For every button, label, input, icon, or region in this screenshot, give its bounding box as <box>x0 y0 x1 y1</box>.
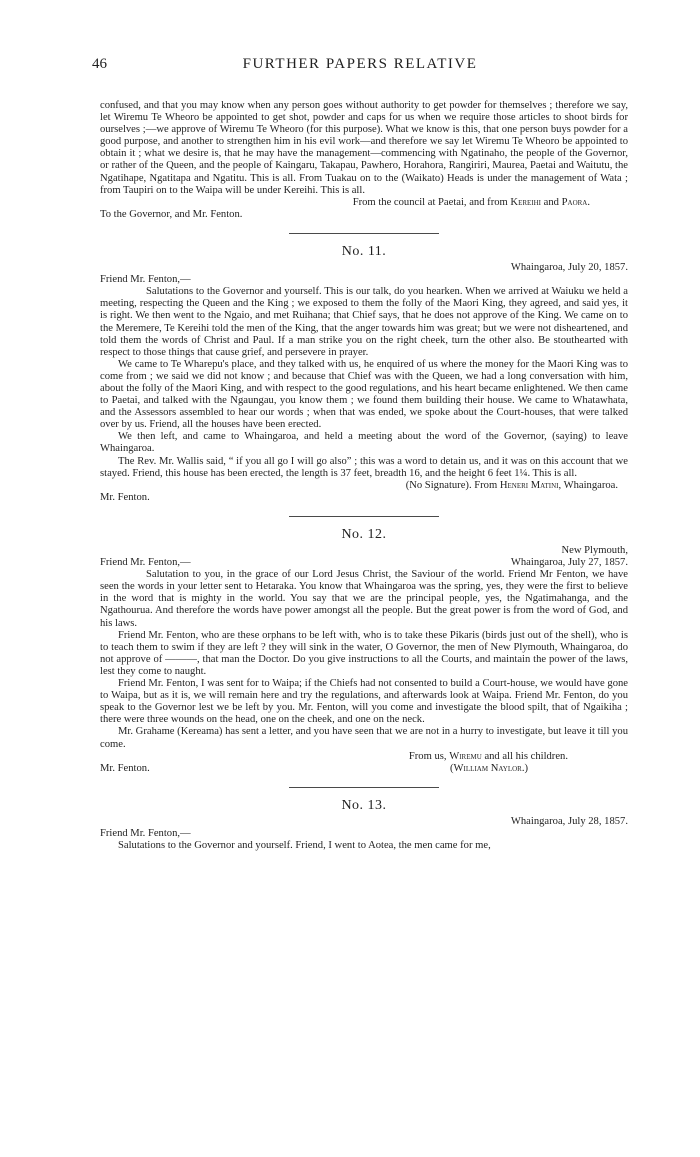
opening-paragraph: confused, and that you may know when any person goes without authority to get powder for themselves ; therefore we say, let Wiremu Te Wheoro be appointed to get shot, powder and caps for us when we require those articles to shoot birds for ourselves ;—we approve of Wiremu Te Wheoro (for this purpose). What we know is this, that one person buys powder for a good purpose, and another to strengthen him in his evil work—and therefore we say let Wiremu Te Wheoro be appointed to obtain it ; what we desire is, that he may have the management—commencing with Ngatinaho, the people of the Governor, or rather of the Queen, and the people of Kaingaru, Takapau, Pawhero, Horahora, Rangiriri, Maurea, Paetai and Waitutu, the Ngatihape, Ngatitapa and Ngatitu. This is all. From Tuakau on to the (Waikato) Heads is under the management of Wata ; from Taupiri on to the Waipa will be under Kereihi. This is all. <box>100 100 628 196</box>
letter-11-salutation: Friend Mr. Fenton,— <box>100 274 191 286</box>
letter-12-translator: (William Naylor.) <box>450 762 528 774</box>
signature-text: (No Signature). From <box>405 479 498 491</box>
letter-12-signature <box>100 751 628 763</box>
letter-heading-13: No. 13. <box>341 797 387 813</box>
section-divider <box>289 787 439 788</box>
letter-12-closing-row <box>100 763 628 775</box>
signature-place: Whaingaroa. <box>563 479 618 491</box>
opening-addressee: To the Governor, and Mr. Fenton. <box>100 208 243 220</box>
letter-12-salutation-row <box>100 557 628 569</box>
letter-13-paragraph-1: Salutations to the Governor and yourself. Friend, I went to Aotea, the men came for me, <box>118 840 491 852</box>
signature-name-1: Kereihi <box>510 196 542 208</box>
letter-heading-12: No. 12. <box>341 526 387 542</box>
page-header <box>92 56 628 80</box>
letter-11-paragraph-4: The Rev. Mr. Wallis said, “ if you all go I will go also” ; this was a word to detain us, and it was on this account that we stayed. Friend, this house has been erected, the length is 37 feet, breadth 16, and the height 6 feet 1¼. This is all. <box>100 455 628 479</box>
signature-name: Heneri Matini, <box>499 479 562 491</box>
letter-12-paragraph-3: Friend Mr. Fenton, I was sent for to Waipa; if the Chiefs had not consented to build a Court-house, we would have gone to Waipa, but as it is, we will remain here and try the regulations, and afterwards look at Waipa. Friend Mr. Fenton, do you speak to the Governor lest we be left by you. Mr. Fenton, will you come and investigate the blood spilt, that of Ngaikiha ; there were three wounds on the head, one on the cheek, and one on the neck. <box>100 678 628 726</box>
signature-rest: and all his children. <box>484 750 568 762</box>
signature-name: Wiremu <box>449 750 482 762</box>
letter-12-salutation: Friend Mr. Fenton,— <box>100 557 191 569</box>
page-body <box>100 100 628 852</box>
opening-signature <box>100 197 628 209</box>
letter-11-paragraph-2: We came to Te Wharepu's place, and they talked with us, he enquired of us where the money for the Maori King was to come from ; we said we did not know ; and because that Chief was with the Queen, we had a long conversation with him, about the folly of the Maori King, and with respect to the good regulations, and his heart became enlightened. We then came to Paetai, and talked with the Ngaungau, you know them ; we found them building their house. We came to Whatawhata, and the Assessors assembled to hear our words ; when that was ended, we spoke about the Court-houses, that were talked over by us. Friend, all the houses have been erected. <box>100 358 628 431</box>
signature-and: and <box>543 196 559 208</box>
letter-11-place-date: Whaingaroa, July 20, 1857. <box>510 262 628 274</box>
section-divider <box>289 233 439 234</box>
letter-12-addressee: Mr. Fenton. <box>100 762 150 774</box>
signature-from: From us, <box>408 750 447 762</box>
letter-12-paragraph-1: Salutation to you, in the grace of our Lord Jesus Christ, the Saviour of the world. Friend Mr Fenton, we have seen the words in your letter sent to Hetaraka. You know that Whaingaroa was the spring, yes, they were the first to believe in the word that is mighty in the world. You say that we are the principal people, yes, the Ngatimahanga, and the Ngathourua. And therefore the words have power amongst all the people. But the great power is from the word of God, and his laws. <box>100 569 628 629</box>
running-title: FURTHER PAPERS RELATIVE <box>242 56 478 72</box>
letter-heading-11: No. 11. <box>341 243 387 259</box>
letter-12-paragraph-4: Mr. Grahame (Kereama) has sent a letter, and you have seen that we are not in a hurry to investigate, but leave it till you come. <box>100 726 628 750</box>
signature-name-2: Paora. <box>561 196 590 208</box>
letter-11-addressee: Mr. Fenton. <box>100 491 150 503</box>
page-number: 46 <box>92 56 107 72</box>
letter-11-signature <box>100 480 628 492</box>
letter-11-paragraph-3: We then left, and came to Whaingaroa, and held a meeting about the word of the Governor, (saying) to leave Whaingaroa. <box>100 431 628 455</box>
letter-13-salutation: Friend Mr. Fenton,— <box>100 827 191 839</box>
letter-12-place: New Plymouth, <box>561 545 628 556</box>
letter-12-paragraph-2: Friend Mr. Fenton, who are these orphans to be left with, who is to take these Pikaris (birds just out of the shell), who is to teach them to swim if they are left ? they will sink in the water, O Governor, the men of New Plymouth, Whaingaroa, do not approve of ———, that man the Doctor. Do you give instructions to all the Courts, and maintain the power of the laws, lest they come to naught. <box>100 629 628 677</box>
section-divider <box>289 516 439 517</box>
letter-11-paragraph-1: Salutations to the Governor and yourself. This is our talk, do you hearken. When we arrived at Waiuku we held a meeting, respecting the Queen and the King ; we exposed to them the folly of the Maori King, they agreed, and said yes, it is right. We then went to the Ngaio, and met Ruihana; that Chief says, that he does not approve of the King. We came on to the Meremere, Te Kereihi told the men of the King, that the anger towards him was great; but we were not disheartened, and told them the words of Christ and Paul. If a man strike you on the right cheek, turn the other also. Be stouthearted with respect to those things that cause grief, and persevere in prayer. <box>100 286 628 358</box>
signature-from: From the council at Paetai, and from <box>352 196 508 208</box>
letter-12-place-date: Whaingaroa, July 27, 1857. <box>510 557 628 569</box>
letter-13-place-date: Whaingaroa, July 28, 1857. <box>510 815 628 827</box>
